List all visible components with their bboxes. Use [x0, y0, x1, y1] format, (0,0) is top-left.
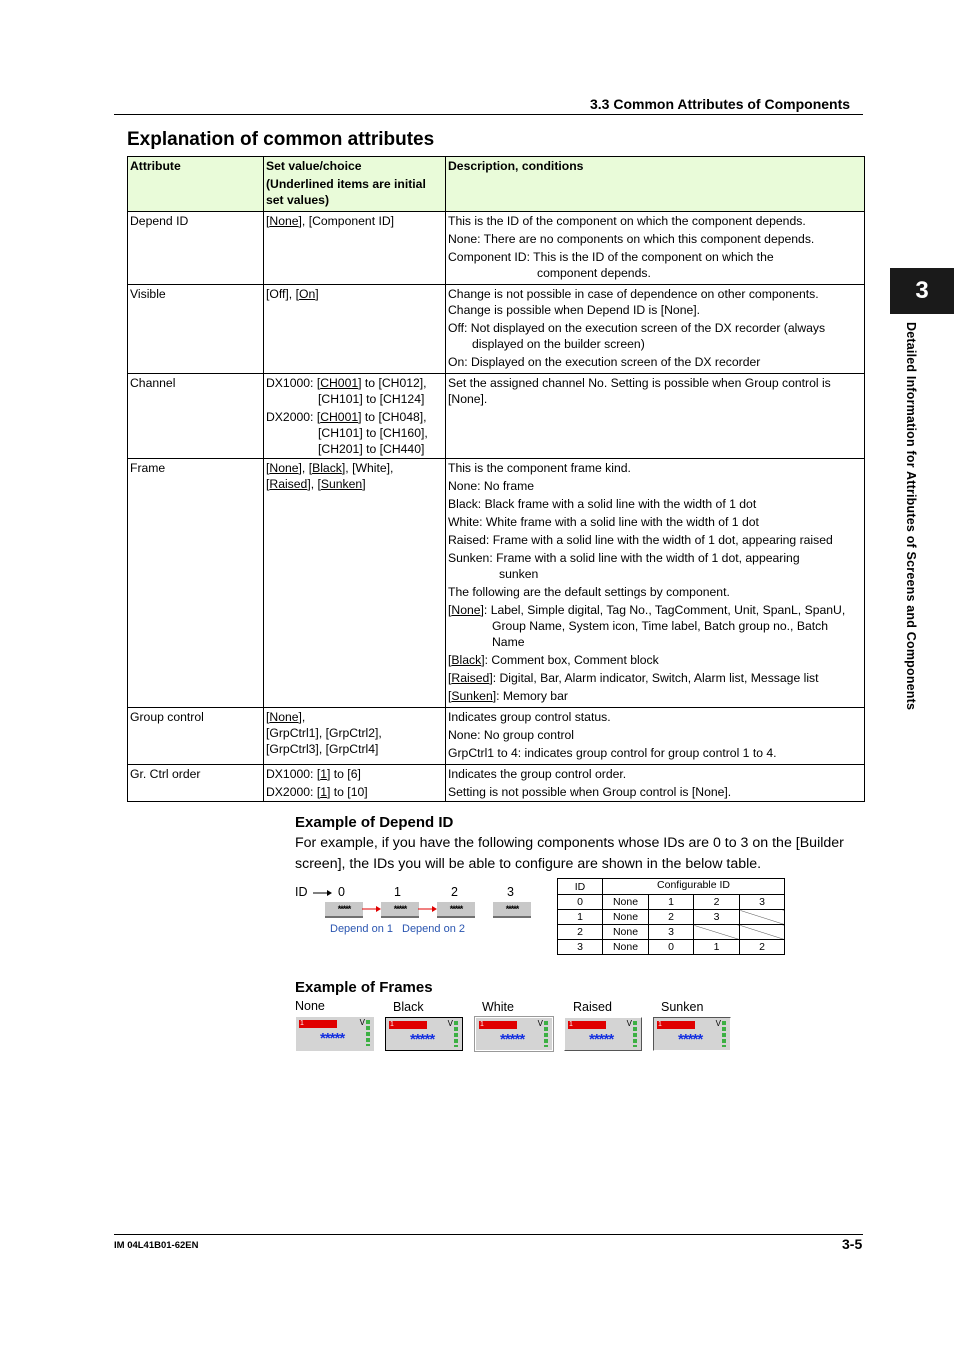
frame-label: None [295, 999, 325, 1013]
configurable-id-table [557, 878, 785, 955]
attr-description [446, 765, 865, 802]
header-setvalue-line1: Set value/choice [266, 159, 362, 173]
desc-line: GrpCtrl1 to 4: indicates group control for group control 1 to 4. [448, 746, 777, 760]
desc-line: Setting is not possible when Group control is [None]. [448, 785, 732, 799]
cfg-cell: 2 [558, 925, 603, 940]
bar-label: 1 [658, 1021, 662, 1028]
desc-line: Component ID: This is the ID of the component on which the [448, 250, 774, 264]
desc-line: White: White frame with a solid line with the width of 1 dot [448, 515, 759, 529]
cfg-header-row [558, 879, 785, 895]
desc-line: The following are the default settings by component. [448, 585, 730, 599]
attr-name: Visible [128, 285, 264, 374]
text: DX1000: [ [266, 767, 321, 781]
desc-line: None: No frame [448, 479, 535, 493]
chapter-side-text: Detailed Information for Attributes of Screens and Components [904, 322, 918, 711]
value-line [266, 409, 443, 425]
attr-name: Frame [128, 459, 264, 708]
green-bars [722, 1021, 726, 1047]
attr-description [446, 212, 865, 285]
cfg-cell: 2 [694, 895, 740, 910]
unit: V [626, 1019, 632, 1028]
value: Sunken [451, 689, 493, 703]
chapter-tab: 3 [890, 268, 954, 314]
cfg-cell: 0 [649, 940, 694, 955]
frame-sample-black [385, 1017, 463, 1051]
desc-line: None: There are no components on which this component depends. [448, 232, 815, 246]
initial-value: On [298, 287, 316, 301]
frames-example-title: Example of Frames [295, 979, 433, 996]
frame-label: Black [393, 1000, 424, 1014]
id-number: 0 [338, 885, 345, 899]
unit: V [447, 1019, 453, 1028]
frame-sample-none [296, 1017, 374, 1051]
attr-description: Set the assigned channel No. Setting is possible when Group control is [None]. [446, 374, 865, 459]
text: DX2000: [ [266, 410, 321, 424]
footer-page-number: 3-5 [842, 1236, 863, 1252]
initial-value: CH001 [320, 410, 359, 424]
footer-rule [114, 1234, 863, 1235]
text: : Label, Simple digital, Tag No., TagComment, Unit, SpanL, SpanU, Group Name, System icon, Time label, Batch group no., Batch Name [483, 603, 846, 649]
table-row [558, 940, 785, 955]
depend-example-title: Example of Depend ID [295, 814, 454, 831]
cfg-cell: 2 [740, 940, 785, 955]
value: None [451, 603, 481, 617]
desc-line: None: No group control [448, 728, 575, 742]
id-arrow-icon [313, 888, 333, 898]
frame-sample-raised [564, 1017, 642, 1051]
red-bar [299, 1020, 337, 1028]
text: DX2000: [ [266, 785, 321, 799]
desc-line: [Black]: Comment box, Comment block [448, 653, 659, 667]
depend-arrow-icon [418, 905, 438, 913]
text: ] to [CH012], [358, 376, 427, 390]
cfg-cell: 3 [694, 910, 740, 925]
desc-line: On: Displayed on the execution screen of the DX recorder [448, 355, 761, 369]
component-3: ***** [493, 902, 531, 918]
desc-line: Change is not possible in case of dependence on other components. Change is possible when Depend ID is [None]. [448, 287, 819, 317]
initial-value: None [269, 710, 299, 724]
desc-line: Indicates the group control order. [448, 767, 627, 781]
text: ] to [6] [326, 767, 361, 781]
attributes-table [127, 156, 865, 802]
value: [White], [352, 461, 394, 475]
attr-name: Group control [128, 708, 264, 765]
cfg-cell-empty [740, 925, 785, 940]
value-line: [CH101] to [CH160], [318, 426, 428, 440]
value-stars: ***** [500, 1031, 525, 1048]
table-row [128, 212, 865, 285]
cfg-cell: 3 [558, 940, 603, 955]
unit: V [715, 1019, 721, 1028]
initial-value: CH001 [320, 376, 359, 390]
cfg-cell-empty [740, 910, 785, 925]
frame-sample-white [475, 1017, 553, 1051]
value: [GrpCtrl1], [GrpCtrl2], [266, 726, 382, 740]
value-line [266, 766, 443, 782]
value: Black [451, 653, 482, 667]
attr-description [446, 285, 865, 374]
frame-label: Sunken [661, 1000, 704, 1014]
green-bars [544, 1021, 548, 1047]
table-row [128, 459, 865, 708]
cfg-cell: 1 [558, 910, 603, 925]
header-description: Description, conditions [446, 157, 865, 212]
text: ], [Component ID] [298, 214, 395, 228]
attr-name: Channel [128, 374, 264, 459]
cfg-cell: 1 [694, 940, 740, 955]
unit: V [359, 1018, 365, 1027]
text: : Digital, Bar, Alarm indicator, Switch, Alarm list, Message list [492, 671, 819, 685]
value: Raised [269, 477, 308, 491]
header-rule [114, 114, 863, 115]
cfg-cell: None [603, 940, 649, 955]
bar-label: 1 [569, 1021, 573, 1028]
table-row [128, 285, 865, 374]
desc-line: [Raised]: Digital, Bar, Alarm indicator, Switch, Alarm list, Message list [448, 671, 819, 685]
cfg-cell: None [603, 910, 649, 925]
desc-line: [Sunken]: Memory bar [448, 689, 568, 703]
unit: V [537, 1019, 543, 1028]
value: Black [312, 461, 342, 475]
cfg-cell: 3 [740, 895, 785, 910]
id-number: 2 [451, 885, 458, 899]
header-section-title: 3.3 Common Attributes of Components [590, 96, 851, 112]
cfg-cell: None [603, 895, 649, 910]
depend-label: Depend on 1 [330, 923, 393, 935]
frame-label: White [482, 1000, 514, 1014]
value: Sunken [320, 477, 363, 491]
cfg-cell: 3 [649, 925, 694, 940]
desc-line: Raised: Frame with a solid line with the width of 1 dot, appearing raised [448, 533, 833, 547]
header-attribute: Attribute [128, 157, 264, 212]
header-setvalue [264, 157, 446, 212]
component-0: ***** [325, 902, 363, 918]
red-bar [479, 1021, 517, 1029]
value: Raised [451, 671, 490, 685]
text: [Off], [ [266, 287, 299, 301]
initial-value: None [269, 214, 299, 228]
red-bar [389, 1021, 427, 1029]
value-stars: ***** [410, 1031, 435, 1048]
desc-line: sunken [499, 567, 539, 581]
desc-line: [None]: Label, Simple digital, Tag No., TagComment, Unit, SpanL, SpanU, Group Name, System icon, Time label, Batch group no., Batch Name [448, 603, 846, 649]
frame-sample-sunken [653, 1017, 731, 1051]
depend-example-text: For example, if you have the following components whose IDs are 0 to 3 on the [Builder screen], the IDs you will be able to configure are shown in the below table. [295, 835, 844, 872]
section-title: Explanation of common attributes [127, 129, 435, 150]
value-line [266, 784, 443, 800]
attr-values [264, 212, 446, 285]
value: [GrpCtrl3], [GrpCtrl4] [266, 742, 379, 756]
text: DX1000: [ [266, 376, 321, 390]
value-line: [CH201] to [CH440] [318, 442, 425, 456]
green-bars [454, 1021, 458, 1047]
header-setvalue-line2: (Underlined items are initial set values) [266, 177, 426, 207]
text: : Memory bar [496, 689, 568, 703]
table-row [558, 925, 785, 940]
text: ] to [CH048], [358, 410, 427, 424]
cfg-cell-empty [694, 925, 740, 940]
value-line: [CH101] to [CH124] [318, 392, 425, 406]
attr-description [446, 459, 865, 708]
frame-label: Raised [573, 1000, 612, 1014]
bar-label: 1 [480, 1021, 484, 1028]
value-line [266, 375, 443, 391]
table-row [128, 765, 865, 802]
bar-label: 1 [300, 1020, 304, 1027]
red-bar [657, 1021, 695, 1029]
table-row [128, 374, 865, 459]
table-header-row [128, 157, 865, 212]
green-bars [366, 1020, 370, 1046]
attr-values: [None], [GrpCtrl1], [GrpCtrl2], [GrpCtrl3], [GrpCtrl4] [264, 708, 446, 765]
text: : Comment box, Comment block [484, 653, 659, 667]
initial-value: 1 [320, 767, 327, 781]
component-2: ***** [437, 902, 475, 918]
green-bars [633, 1021, 637, 1047]
cfg-cell: 1 [649, 895, 694, 910]
value-stars: ***** [589, 1031, 614, 1048]
attr-name: Depend ID [128, 212, 264, 285]
id-number: 1 [394, 885, 401, 899]
attr-name: Gr. Ctrl order [128, 765, 264, 802]
desc-line: This is the component frame kind. [448, 461, 631, 475]
desc-line: This is the ID of the component on which the component depends. [448, 214, 806, 228]
attr-values [264, 765, 446, 802]
table-row [558, 895, 785, 910]
text: [ [266, 214, 270, 228]
attr-values: [None], [Black], [White], [Raised], [Sunken] [264, 459, 446, 708]
desc-line: Indicates group control status. [448, 710, 611, 724]
attr-values [264, 285, 446, 374]
id-number: 3 [507, 885, 514, 899]
depend-label: Depend on 2 [402, 923, 465, 935]
initial-value: None [269, 461, 299, 475]
text: ] [315, 287, 319, 301]
desc-line: component depends. [537, 266, 651, 280]
initial-value: 1 [320, 785, 327, 799]
bar-label: 1 [390, 1021, 394, 1028]
desc-line: Black: Black frame with a solid line with the width of 1 dot [448, 497, 757, 511]
component-1: ***** [381, 902, 419, 918]
cfg-cell: 0 [558, 895, 603, 910]
text: ] to [10] [326, 785, 368, 799]
cfg-cell: 2 [649, 910, 694, 925]
cfg-header-conf: Configurable ID [603, 879, 785, 895]
table-row [128, 708, 865, 765]
cfg-header-id: ID [558, 879, 603, 895]
desc-line: Sunken: Frame with a solid line with the width of 1 dot, appearing [448, 551, 800, 565]
attr-description [446, 708, 865, 765]
footer-doc-id: IM 04L41B01-62EN [114, 1240, 199, 1251]
value-stars: ***** [320, 1030, 345, 1047]
value-stars: ***** [678, 1031, 703, 1048]
red-bar [568, 1021, 606, 1029]
attr-values [264, 374, 446, 459]
table-row [558, 910, 785, 925]
desc-line: Off: Not displayed on the execution screen of the DX recorder (always displayed on the builder screen) [448, 321, 826, 351]
depend-arrow-icon [362, 905, 382, 913]
cfg-cell: None [603, 925, 649, 940]
id-label: ID [295, 885, 308, 899]
